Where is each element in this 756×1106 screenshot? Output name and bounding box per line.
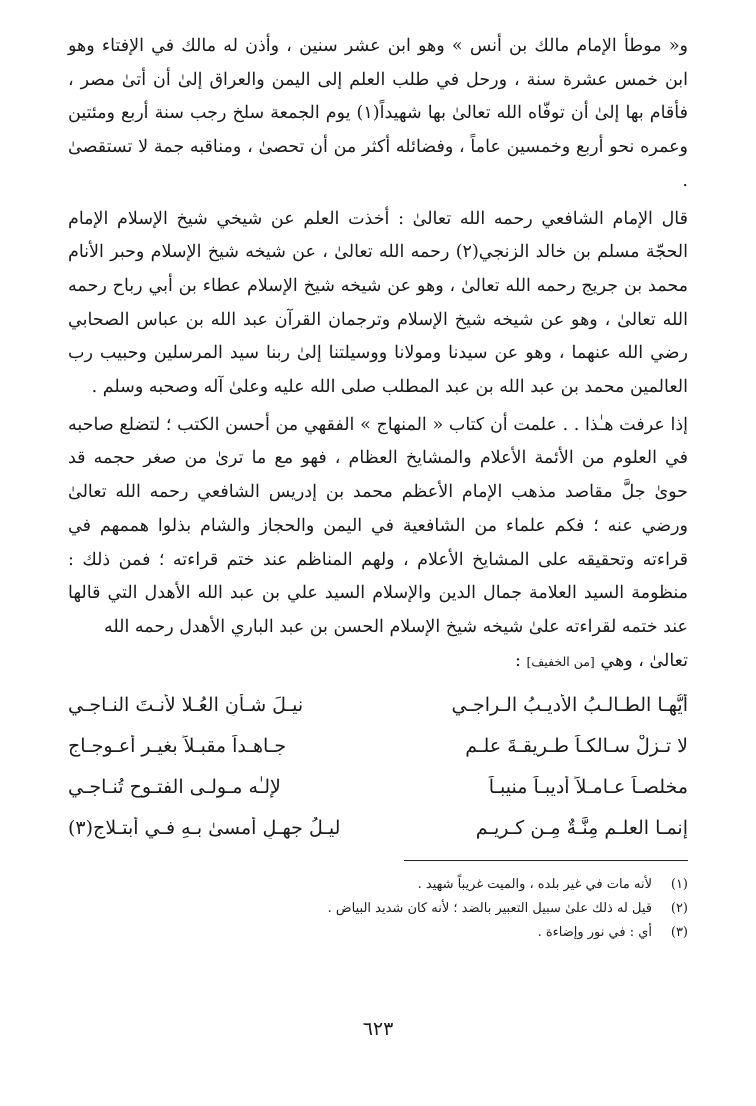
- poem-intro-colon: :: [515, 650, 521, 671]
- verse-first-hemistich: مخلصـاً عـامـلاً أديبـاً منيبـاً: [488, 775, 688, 798]
- footnote: [68, 921, 688, 945]
- page-number: ٦٢٣: [362, 1018, 394, 1040]
- footnote-number: (١): [670, 877, 688, 893]
- poem-verse: [68, 684, 688, 725]
- poem: [68, 684, 688, 848]
- footnote-text: لأنه مات في غير بلده ، والميت غريباً شهيد .: [417, 877, 652, 893]
- poem-verse: [68, 725, 688, 766]
- footnotes: [68, 873, 688, 945]
- footnote-number: (٣): [670, 925, 688, 941]
- verse-second-hemistich: جـاهـداً مقبـلاً بغيـر أعـوجـاجٍ: [68, 734, 287, 757]
- footnote-text: أي : في نور وإضاءة .: [537, 925, 652, 941]
- footnote-text: قيل له ذلك علىٰ سبيل التعبير بالضد ؛ لأنه كان شديد البياض .: [327, 901, 652, 917]
- paragraph-minhaj: إذا عرفت هـٰذا . . علمت أن كتاب « المنهاج » الفقهي من أحسن الكتب ؛ لتضلع صاحبه في العلوم من الأئمة الأعلام والمشايخ العظام ، فهو مع ما ترىٰ من صغر حجمه قد حوىٰ جلَّ مقاصد مذهب الإمام الأعظم محمد بن إدريس الشافعي رحمه الله تعالىٰ ورضي عنه ؛ فكم علماء من الشافعية في اليمن والحجاز والشام بذلوا هممهم في قراءته وتحقيقه على المشايخ الأعلام ، ولهم المناظم عند ختم قراءته ؛ فمن ذلك : منظومة السيد العلامة جمال الدين والإسلام السيد علي بن عبد الله الأهدل التي قالها عند ختمه لقراءته علىٰ شيخه شيخ الإسلام الحسن بن عبد الباري الأهدل رحمه الله: [68, 414, 688, 637]
- poem-verse: [68, 766, 688, 807]
- verse-first-hemistich: أيُّهـا الطـالـبُ الأديـبُ الـراجـي: [451, 693, 688, 716]
- poem-intro-text: تعالىٰ ، وهي: [600, 650, 688, 671]
- footnote-number: (٢): [670, 901, 688, 917]
- poem-verse: [68, 807, 688, 848]
- footnote-separator: [404, 860, 688, 861]
- verse-second-hemistich: ليـلُ جهـلٍ أمسىٰ بـهِ فـي أبتـلاجِ(٣): [68, 816, 341, 839]
- paragraph-chain-of-transmission: قال الإمام الشافعي رحمه الله تعالىٰ : أخذت العلم عن شيخي شيخ الإسلام الإمام الحجّة مسلم بن خالد الزنجي(٢) رحمه الله تعالىٰ ، عن شيخه شيخ الإسلام وحبر الأنام محمد بن جريج رحمه الله تعالىٰ ، وهو عن شيخه شيخ الإسلام عطاء بن أبي رباح رحمه الله تعالىٰ ، وهو عن شيخه شيخ الإسلام وترجمان القرآن عبد الله بن عباس الصحابي رضي الله عنهما ، وهو عن سيدنا ومولانا ووسيلتنا إلىٰ ربنا سيد المرسلين وحبيب رب العالمين محمد بن عبد الله بن عبد المطلب صلى الله عليه وعلىٰ آله وصحبه وسلم .: [68, 208, 688, 398]
- verse-first-hemistich: لا تـزلْ سـالكـاً طـريقـةَ علـمٍ: [465, 734, 688, 757]
- page-body: [68, 30, 688, 945]
- paragraph-biography: و« موطأ الإمام مالك بن أنس » وهو ابن عشر سنين ، وأذن له مالك في الإفتاء وهو ابن خمس عشرة سنة ، ورحل في طلب العلم إلى اليمن والعراق إلىٰ أن أتىٰ مصر ، فأقام بها إلىٰ أن توفّاه الله تعالىٰ بها شهيداً(١) يوم الجمعة سلخ رجب سنة أربع ومئتين وعمره نحو أربع وخمسين عاماً ، وفضائله أكثر من أن تحصىٰ ، ومناقبه جمة لا تستقصىٰ .: [68, 36, 688, 191]
- poem-intro: [68, 645, 688, 679]
- verse-second-hemistich: نيـلَ شـأنِ العُـلا لأنـتَ النـاجـي: [68, 693, 304, 716]
- footnote: [68, 897, 688, 921]
- verse-first-hemistich: إنمـا العلـم مِنَّـةٌ مِـن كـريـمٍ: [475, 816, 688, 839]
- verse-second-hemistich: لإلـٰه مـولـى الفتـوح تُنـاجـي: [68, 775, 281, 798]
- footnote: [68, 873, 688, 897]
- poem-meter: [من الخفيف]: [526, 653, 595, 669]
